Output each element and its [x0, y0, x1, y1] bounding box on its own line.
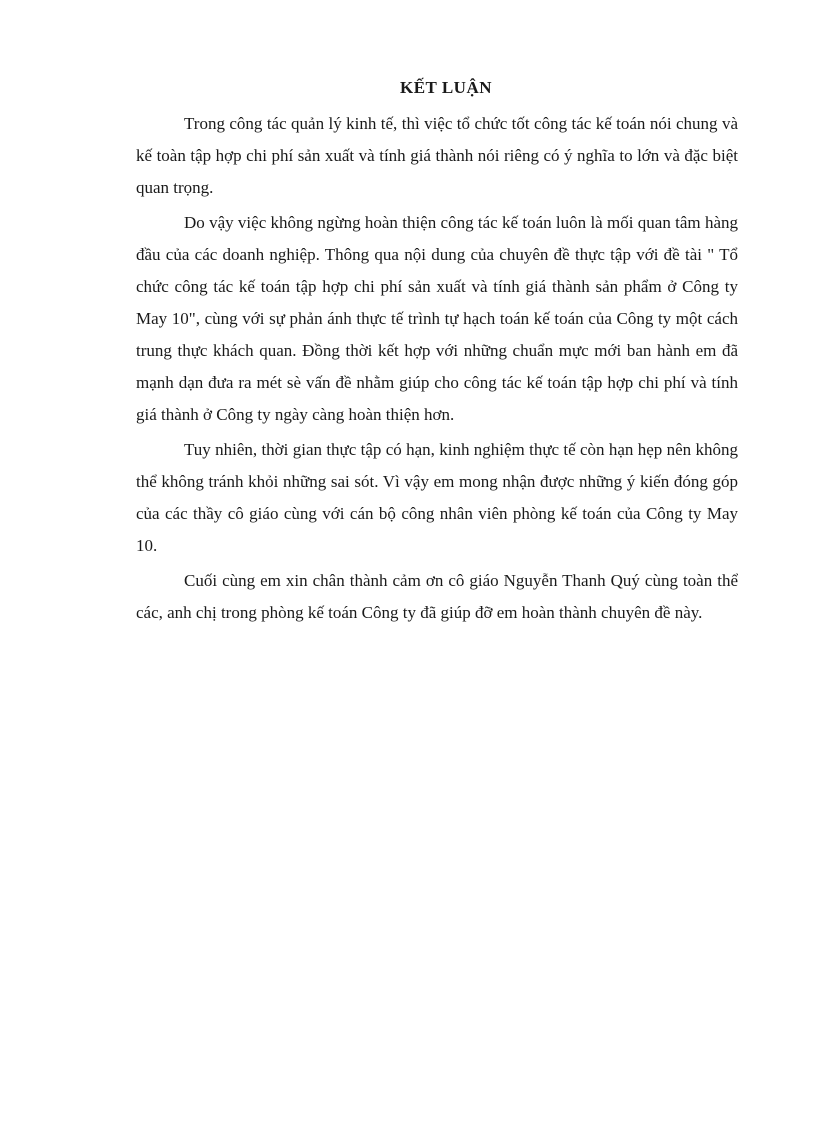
paragraph-2: Do vậy việc không ngừng hoàn thiện công tác kế toán luôn là mối quan tâm hàng đầu của các doanh nghiệp. Thông qua nội dung của chuyên đề thực tập với đề tài " Tổ chức công tác kế toán tập hợp chi phí sản xuất và tính giá thành sản phẩm ở Công ty May 10", cùng với sự phản ánh thực tế trình tự hạch toán kế toán của Công ty một cách trung thực khách quan. Đồng thời kết hợp với những chuẩn mực mới ban hành em đã mạnh dạn đưa ra mét sè vấn đề nhằm giúp cho công tác kế toán tập hợp chi phí và tính giá thành ở Công ty ngày càng hoàn thiện hơn. [136, 213, 738, 424]
page-title: KẾT LUẬN [399, 78, 492, 97]
paragraph-4: Cuối cùng em xin chân thành cảm ơn cô giáo Nguyễn Thanh Quý cùng toàn thể các, anh chị trong phòng kế toán Công ty đã giúp đỡ em hoàn thành chuyên đề này. [136, 571, 738, 622]
paragraph-1: Trong công tác quản lý kinh tế, thì việc tổ chức tốt công tác kế toán nói chung và kế toàn tập hợp chi phí sản xuất và tính giá thành nói riêng có ý nghĩa to lớn và đặc biệt quan trọng. [136, 114, 738, 197]
paragraph-3: Tuy nhiên, thời gian thực tập có hạn, kinh nghiệm thực tế còn hạn hẹp nên không thể không tránh khỏi những sai sót. Vì vậy em mong nhận được những ý kiến đóng góp của các thầy cô giáo cùng với cán bộ công nhân viên phòng kế toán của Công ty May 10. [136, 440, 738, 555]
document-body [136, 74, 738, 632]
